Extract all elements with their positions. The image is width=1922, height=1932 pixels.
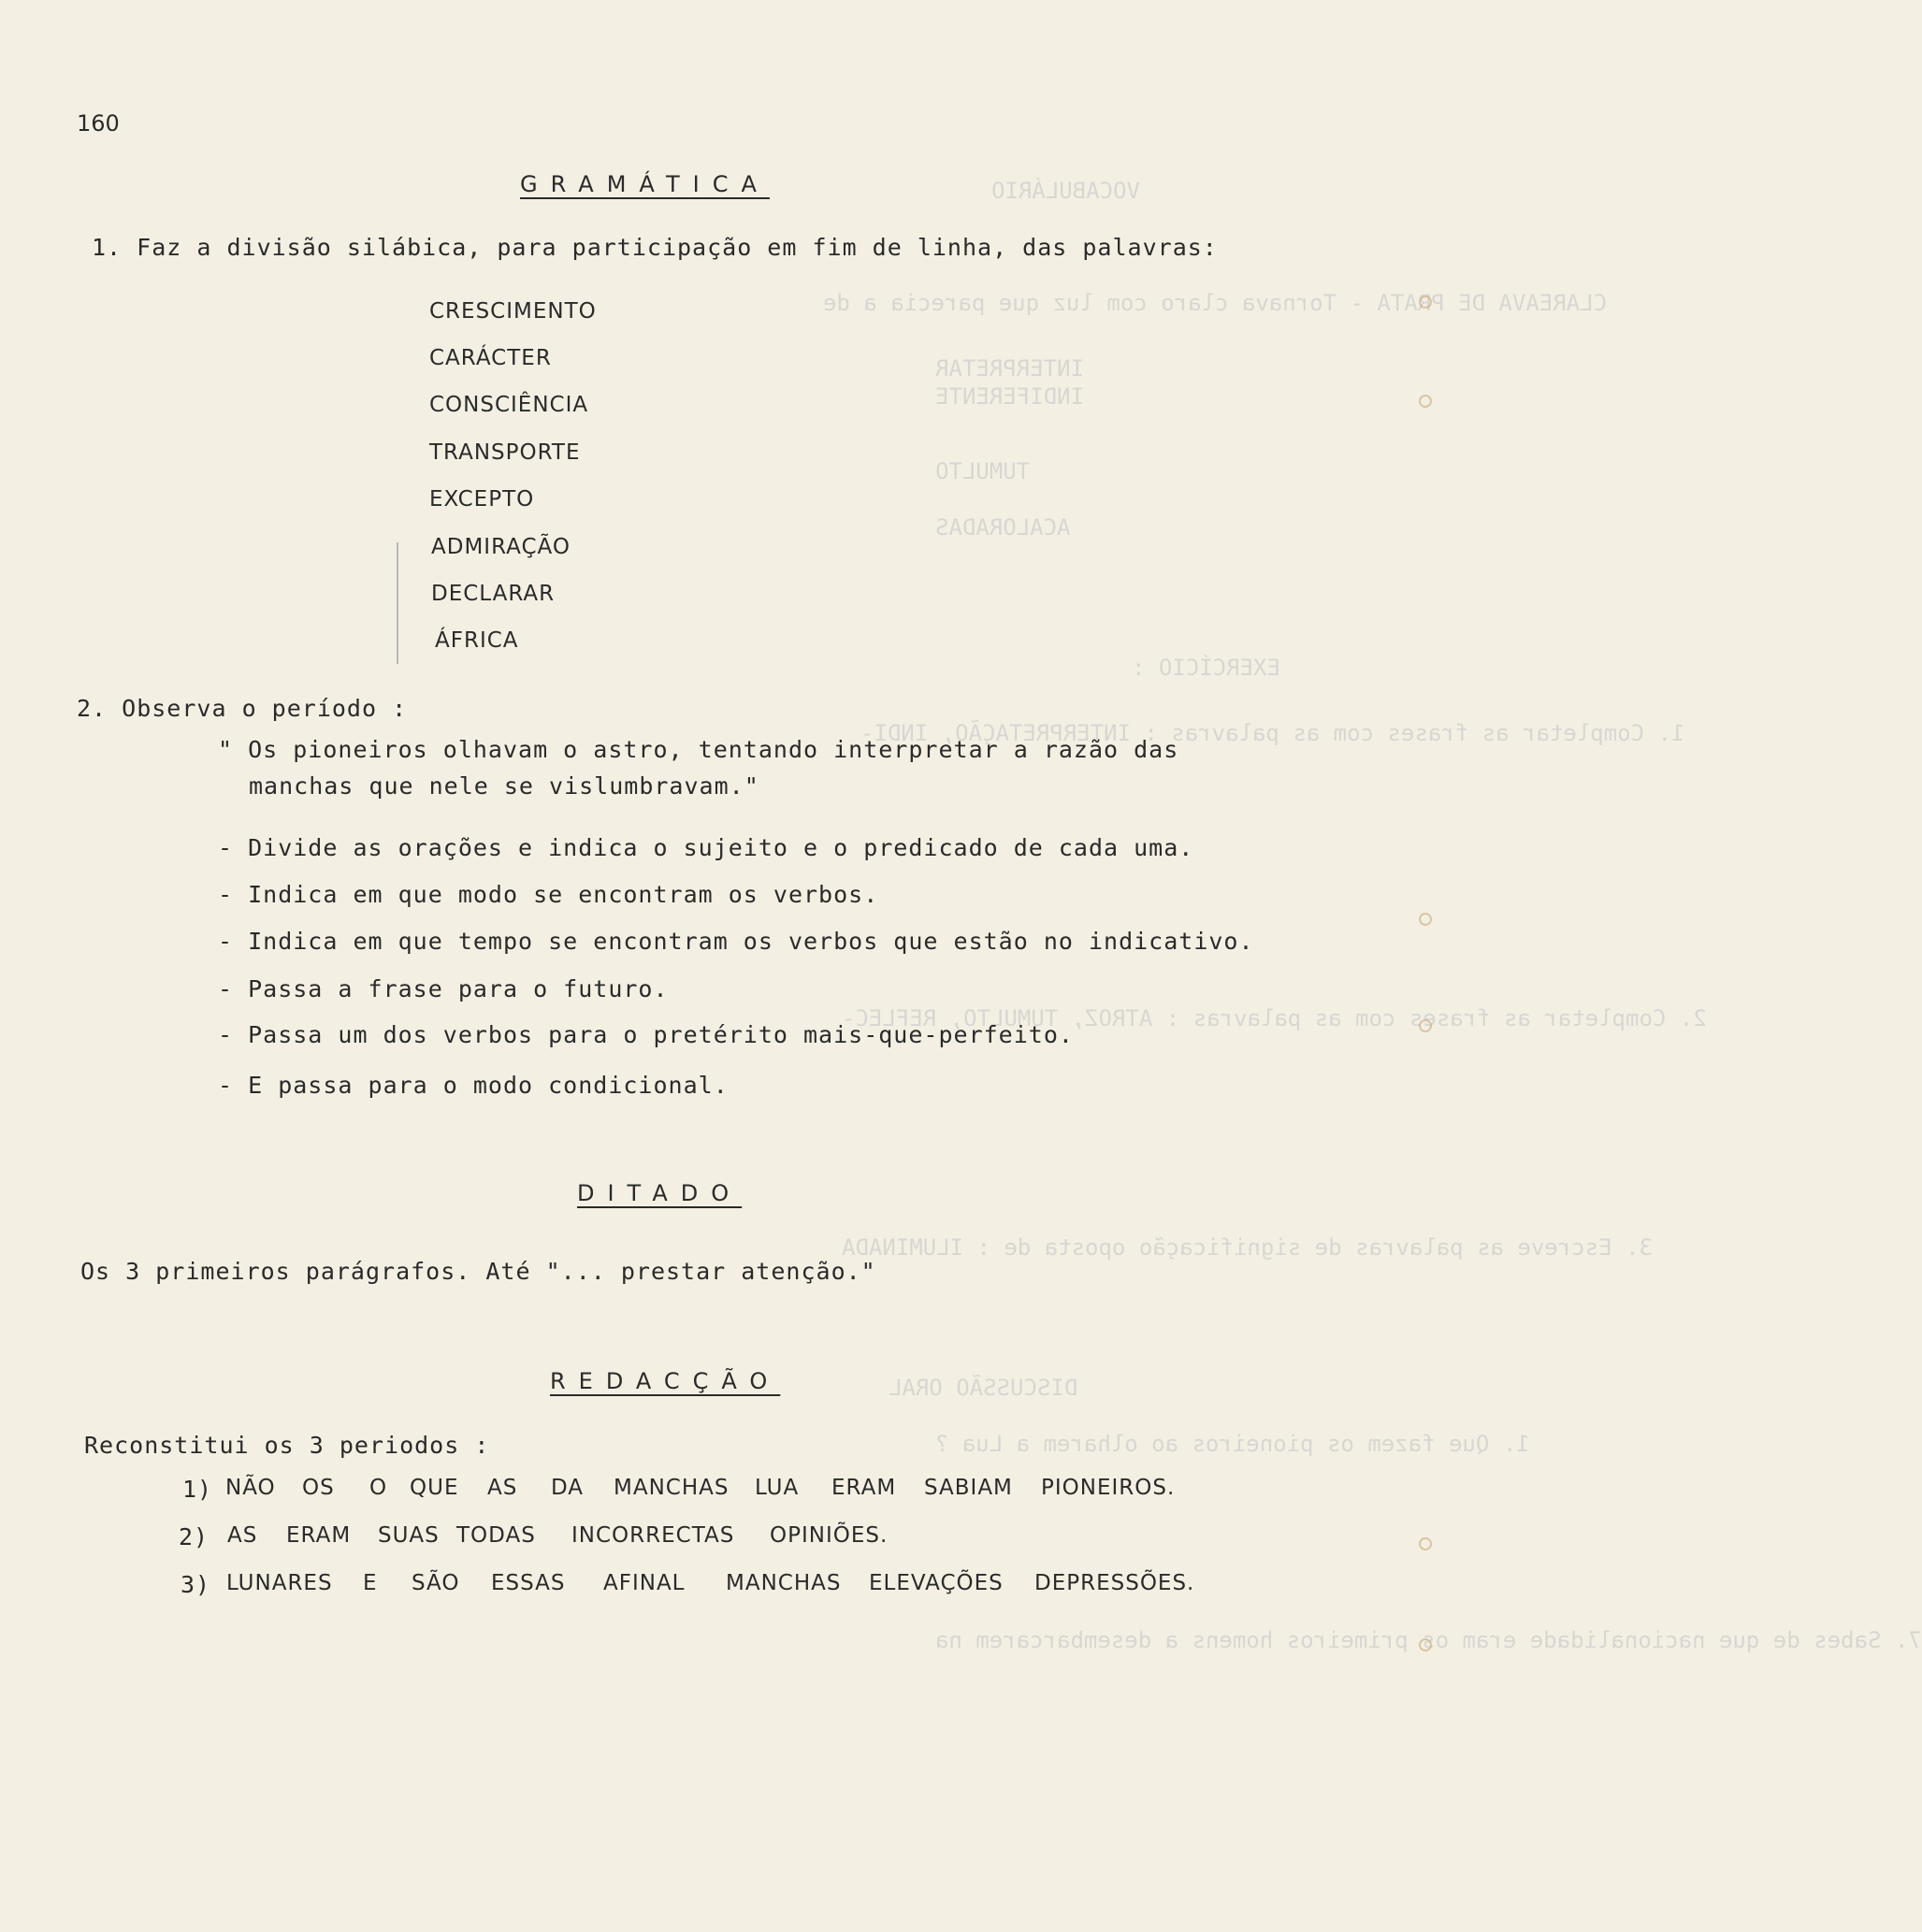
scrambled-word: SUAS: [378, 1523, 440, 1548]
scrambled-word: SÃO: [412, 1571, 460, 1595]
line-number: 2): [179, 1523, 210, 1550]
section-title-redaccao: REDACÇÃO: [550, 1368, 781, 1394]
punch-mark: [1419, 395, 1432, 408]
punch-mark: [1419, 1019, 1432, 1032]
scrambled-word: SABIAM: [924, 1476, 1013, 1500]
redaccao-intro: Reconstitui os 3 periodos :: [84, 1432, 490, 1459]
margin-rule: [397, 542, 398, 664]
scrambled-word: ERAM: [286, 1523, 352, 1548]
word-item: TRANSPORTE: [429, 440, 581, 465]
task-item: - Indica em que modo se encontram os verbos.: [218, 881, 879, 908]
task-item: - Divide as orações e indica o sujeito e o predicado de cada uma.: [218, 834, 1194, 861]
scrambled-word: MANCHAS: [726, 1571, 842, 1595]
word-item: ADMIRAÇÃO: [431, 535, 571, 559]
scrambled-word: AFINAL: [603, 1571, 686, 1595]
scrambled-word: E: [363, 1571, 378, 1595]
word-item: ÁFRICA: [435, 628, 519, 653]
scrambled-word: O: [369, 1476, 388, 1500]
word-item: CONSCIÊNCIA: [429, 393, 589, 417]
task-item: - E passa para o modo condicional.: [218, 1072, 729, 1099]
section-title-gramatica: GRAMÁTICA: [520, 171, 770, 197]
scrambled-word: LUA: [755, 1476, 800, 1500]
word-item: DECLARAR: [431, 582, 556, 606]
word-item: CRESCIMENTO: [429, 299, 597, 324]
punch-mark: [1419, 296, 1432, 309]
scrambled-word: INCORRECTAS: [571, 1523, 735, 1548]
line-number: 1): [182, 1476, 213, 1503]
scrambled-word: ESSAS: [491, 1571, 566, 1595]
quote-line-1: " Os pioneiros olhavam o astro, tentando interpretar a razão das: [218, 736, 1179, 763]
scrambled-word: AS: [487, 1476, 518, 1500]
punch-mark: [1419, 913, 1432, 926]
scrambled-word: TODAS: [456, 1523, 536, 1548]
page-number: 160: [77, 110, 120, 137]
scrambled-word: OPINIÕES.: [770, 1523, 889, 1548]
task-item: - Passa a frase para o futuro.: [218, 975, 669, 1002]
document-page: VOCABULÁRIO CLAREAVA DE PRATA - Tornava claro com luz que parecia a de INTERPRETAR INDIFERENTE TUMULTO ACALORADAS EXERCÍCIO : 1. Completar as frases com as palavras : INTERPRETAÇÃO, INDI- 2. Completar as frases com as palavras : ATROZ, TUMULTO, REFLEC- 3. Escreve as palavras de significação oposta de : ILUMINADA DISCUSSÃO ORAL 1. Que fazem os pioneiros ao olharem a Lua ? 7. Sabes de que nacionalidade eram os primeiros homens a desembarcarem na 160 GRAMÁTICA 1. Faz a divisão silábica, para participação em fim de linha, das palavras: CRESCIMENTO CARÁCTER CONSCIÊNCIA TRANSPORTE EXCEPTO ADMIRAÇÃO DECLARAR ÁFRICA 2. Observa o período : " Os pioneiros olhavam o astro, tentando interpretar a razão das manchas que nele se vislumbravam." - Divide as orações e indica o sujeito e o predicado de cada uma. - Indica em que modo se encontram os verbos. - Indica em que tempo se encontram os verbos que estão no indicativo. - Passa a frase para o futuro. - Passa um dos verbos para o pretérito mais-que-perfeito. - E passa para o modo condicional. DITADO Os 3 primeiros parágrafos. Até "... prestar atenção." REDACÇÃO Reconstitui os 3 periodos : 1) NÃO OS O QUE AS DA MANCHAS LUA ERAM SABIAM PIONEIROS. 2) AS ERAM SUAS TODAS INCORRECTAS OPINIÕES. 3) LUNARES E SÃO ESSAS AFINAL MANCHAS ELEVAÇÕES DEPRESSÕES.: [77, 110, 1922, 1653]
scrambled-word: DA: [551, 1476, 585, 1500]
scrambled-word: LUNARES: [226, 1571, 333, 1595]
scrambled-word: NÃO: [225, 1476, 276, 1500]
scrambled-word: AS: [227, 1523, 258, 1548]
word-item: CARÁCTER: [429, 346, 552, 370]
scrambled-word: ERAM: [831, 1476, 897, 1500]
line-number: 3): [181, 1571, 211, 1598]
punch-mark: [1419, 1537, 1432, 1550]
scrambled-word: ELEVAÇÕES: [869, 1571, 1004, 1595]
punch-mark: [1419, 1638, 1432, 1651]
section-title-ditado: DITADO: [577, 1180, 743, 1206]
scrambled-word: OS: [302, 1476, 335, 1500]
ditado-text: Os 3 primeiros parágrafos. Até "... prestar atenção.": [80, 1258, 876, 1285]
scrambled-word: PIONEIROS.: [1041, 1476, 1176, 1500]
quote-line-2: manchas que nele se vislumbravam.": [249, 772, 759, 800]
task-item: - Indica em que tempo se encontram os verbos que estão no indicativo.: [218, 928, 1254, 955]
exercise-1-text: 1. Faz a divisão silábica, para participação em fim de linha, das palavras:: [92, 234, 1218, 261]
word-item: EXCEPTO: [429, 487, 535, 512]
scrambled-word: QUE: [410, 1476, 459, 1500]
scrambled-word: DEPRESSÕES.: [1034, 1571, 1195, 1595]
scrambled-word: MANCHAS: [614, 1476, 730, 1500]
task-item: - Passa um dos verbos para o pretérito mais-que-perfeito.: [218, 1021, 1074, 1048]
exercise-2-text: 2. Observa o período :: [77, 695, 408, 722]
